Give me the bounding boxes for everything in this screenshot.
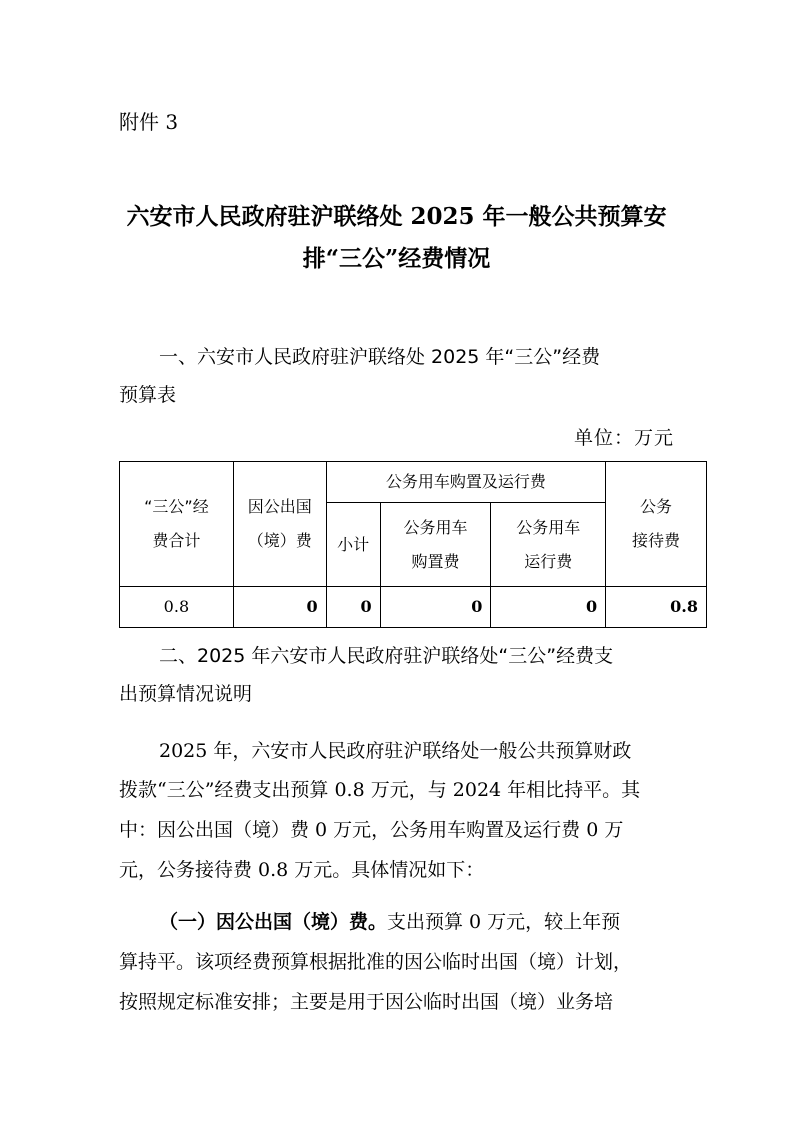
header-subtotal: 小计: [326, 503, 380, 587]
header-total: “三公”经 费合计: [120, 462, 234, 587]
unit-label: 单位：万元: [574, 427, 675, 449]
budget-table: [119, 461, 707, 628]
header-abroad: 因公出国 （境）费: [233, 462, 326, 587]
header-vehicle-group: 公务用车购置及运行费: [326, 462, 605, 503]
header-vehicle-purchase: 公务用车 购置费: [380, 503, 491, 587]
value-abroad: 0: [233, 587, 326, 628]
table-header-row: [120, 462, 707, 503]
header-vehicle-operation: 公务用车 运行费: [491, 503, 606, 587]
section2-heading-line-1: 二、2025 年六安市人民政府驻沪联络处“三公”经费支: [159, 645, 614, 667]
subsection1-heading: （一）因公出国（境）费。: [159, 911, 388, 933]
paragraph1-line-3: 中：因公出国（境）费 0 万元，公务用车购置及运行费 0 万: [119, 819, 624, 841]
paragraph2-line-2: 算持平。该项经费预算根据批准的因公临时出国（境）计划，: [119, 951, 633, 973]
paragraph2-line-1-text: 支出预算 0 万元，较上年预: [387, 911, 621, 933]
header-reception: 公务 接待费: [606, 462, 707, 587]
value-reception: 0.8: [606, 587, 707, 628]
paragraph2-line-1: [159, 907, 620, 934]
section2-heading-line-2: 出预算情况说明: [119, 683, 253, 705]
paragraph2-line-3: 按照规定标准安排；主要是用于因公临时出国（境）业务培: [119, 991, 614, 1013]
paragraph1-line-2: 拨款“三公”经费支出预算 0.8 万元，与 2024 年相比持平。其: [119, 779, 641, 801]
paragraph1-line-1: 2025 年，六安市人民政府驻沪联络处一般公共预算财政: [159, 740, 632, 762]
section1-heading-line-1: 一、六安市人民政府驻沪联络处 2025 年“三公”经费: [159, 346, 601, 368]
value-total: 0.8: [120, 587, 234, 628]
value-subtotal: 0: [326, 587, 380, 628]
table-row: [120, 587, 707, 628]
section1-heading-line-2: 预算表: [119, 384, 177, 406]
value-vehicle-purchase: 0: [380, 587, 491, 628]
document-title-line-1: 六安市人民政府驻沪联络处 2025 年一般公共预算安: [126, 203, 667, 230]
document-title-line-2: 排“三公”经费情况: [302, 245, 491, 272]
attachment-label: 附件 3: [119, 110, 179, 134]
value-vehicle-operation: 0: [491, 587, 606, 628]
paragraph1-line-4: 元，公务接待费 0.8 万元。具体情况如下：: [119, 859, 485, 881]
